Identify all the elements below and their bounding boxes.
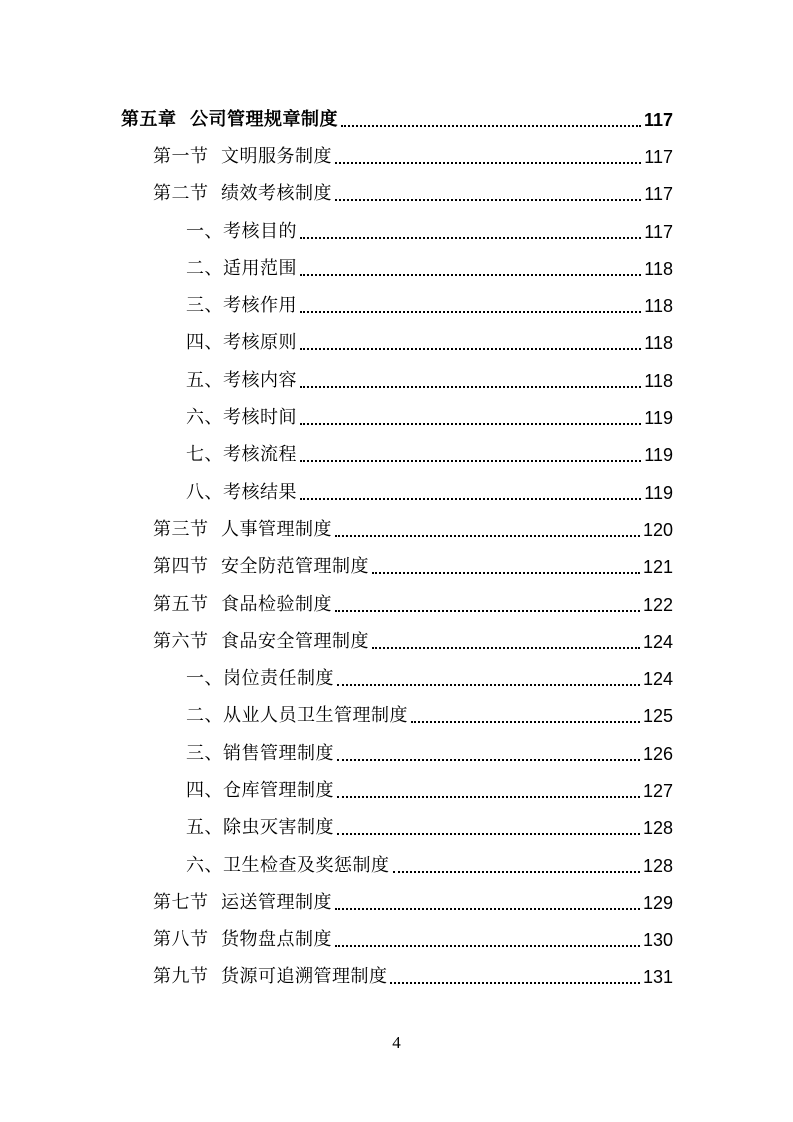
toc-entry-label: 第九节 货源可追溯管理制度 [153,966,388,988]
toc-entry-label: 第八节 货物盘点制度 [153,929,332,951]
toc-entry-section[interactable] [0,884,793,921]
toc-entry-page: 122 [642,594,673,615]
toc-entry-label: 五、考核内容 [186,369,297,391]
toc-entry-page: 126 [642,743,673,764]
page-number: 4 [392,1033,401,1052]
toc-entry-label: 七、考核流程 [186,444,297,466]
toc-entry-subsection[interactable] [0,772,793,809]
dot-leader [300,460,641,462]
toc-entry-page: 118 [644,258,673,279]
dot-leader [337,833,640,835]
toc-entry-page: 127 [642,780,673,801]
toc-entry-page: 118 [644,296,673,317]
toc-entry-label: 第二节 绩效考核制度 [153,183,332,205]
dot-leader [393,871,640,873]
dot-leader [335,945,640,947]
toc-entry-label: 八、考核结果 [186,481,297,503]
dot-leader [335,610,640,612]
toc-entry-page: 120 [642,519,673,540]
table-of-contents [0,101,793,996]
dot-leader [337,684,640,686]
toc-entry-page: 118 [644,333,673,354]
toc-entry-page: 119 [644,408,673,429]
toc-entry-page: 119 [644,445,673,466]
dot-leader [300,498,641,500]
toc-entry-section[interactable] [0,623,793,660]
toc-entry-label: 一、岗位责任制度 [186,668,334,690]
toc-entry-page: 118 [644,370,673,391]
toc-entry-subsection[interactable] [0,847,793,884]
toc-entry-label: 第四节 安全防范管理制度 [153,556,369,578]
toc-entry-label: 第五章 公司管理规章制度 [121,108,339,130]
toc-entry-label: 第六节 食品安全管理制度 [153,630,369,652]
toc-entry-page: 117 [643,109,673,130]
dot-leader [300,237,641,239]
toc-entry-subsection[interactable] [0,362,793,399]
toc-entry-subsection[interactable] [0,810,793,847]
dot-leader [300,311,641,313]
dot-leader [335,199,641,201]
toc-entry-label: 三、考核作用 [186,295,297,317]
toc-entry-section[interactable] [0,959,793,996]
toc-entry-label: 第一节 文明服务制度 [153,145,332,167]
dot-leader [411,721,640,723]
dot-leader [300,386,641,388]
toc-entry-subsection[interactable] [0,474,793,511]
toc-entry-label: 二、从业人员卫生管理制度 [186,705,408,727]
toc-entry-section[interactable] [0,586,793,623]
dot-leader [335,908,640,910]
dot-leader [390,982,640,984]
toc-entry-page: 124 [642,669,673,690]
toc-entry-section[interactable] [0,549,793,586]
toc-entry-section[interactable] [0,176,793,213]
toc-entry-subsection[interactable] [0,399,793,436]
toc-entry-subsection[interactable] [0,250,793,287]
toc-entry-subsection[interactable] [0,660,793,697]
toc-entry-subsection[interactable] [0,698,793,735]
toc-entry-label: 四、仓库管理制度 [186,779,334,801]
toc-entry-page: 131 [642,967,673,988]
toc-entry-page: 124 [642,631,673,652]
toc-entry-label: 第三节 人事管理制度 [153,518,332,540]
toc-entry-section[interactable] [0,511,793,548]
toc-entry-subsection[interactable] [0,287,793,324]
toc-entry-subsection[interactable] [0,735,793,772]
toc-entry-page: 117 [644,184,673,205]
toc-entry-page: 128 [642,855,673,876]
toc-entry-subsection[interactable] [0,325,793,362]
toc-entry-page: 117 [644,146,673,167]
dot-leader [372,647,640,649]
toc-entry-page: 121 [642,557,673,578]
toc-entry-page: 130 [642,930,673,951]
toc-entry-label: 六、卫生检查及奖惩制度 [186,854,390,876]
toc-entry-subsection[interactable] [0,213,793,250]
dot-leader [341,125,641,127]
dot-leader [335,162,641,164]
toc-entry-chapter[interactable] [0,101,793,138]
toc-entry-label: 第五节 食品检验制度 [153,593,332,615]
toc-entry-page: 129 [642,892,673,913]
dot-leader [337,796,640,798]
toc-entry-page: 128 [642,818,673,839]
toc-entry-section[interactable] [0,922,793,959]
dot-leader [300,274,641,276]
toc-entry-subsection[interactable] [0,437,793,474]
toc-entry-label: 二、适用范围 [186,257,297,279]
toc-entry-label: 一、考核目的 [186,220,297,242]
dot-leader [372,572,640,574]
toc-entry-page: 125 [642,706,673,727]
toc-entry-label: 四、考核原则 [186,332,297,354]
toc-entry-label: 五、除虫灭害制度 [186,817,334,839]
toc-entry-page: 119 [644,482,673,503]
toc-entry-label: 六、考核时间 [186,407,297,429]
toc-entry-page: 117 [644,221,673,242]
dot-leader [337,759,640,761]
toc-entry-section[interactable] [0,138,793,175]
dot-leader [335,535,640,537]
dot-leader [300,348,641,350]
dot-leader [300,423,641,425]
toc-entry-label: 三、销售管理制度 [186,742,334,764]
toc-entry-label: 第七节 运送管理制度 [153,891,332,913]
